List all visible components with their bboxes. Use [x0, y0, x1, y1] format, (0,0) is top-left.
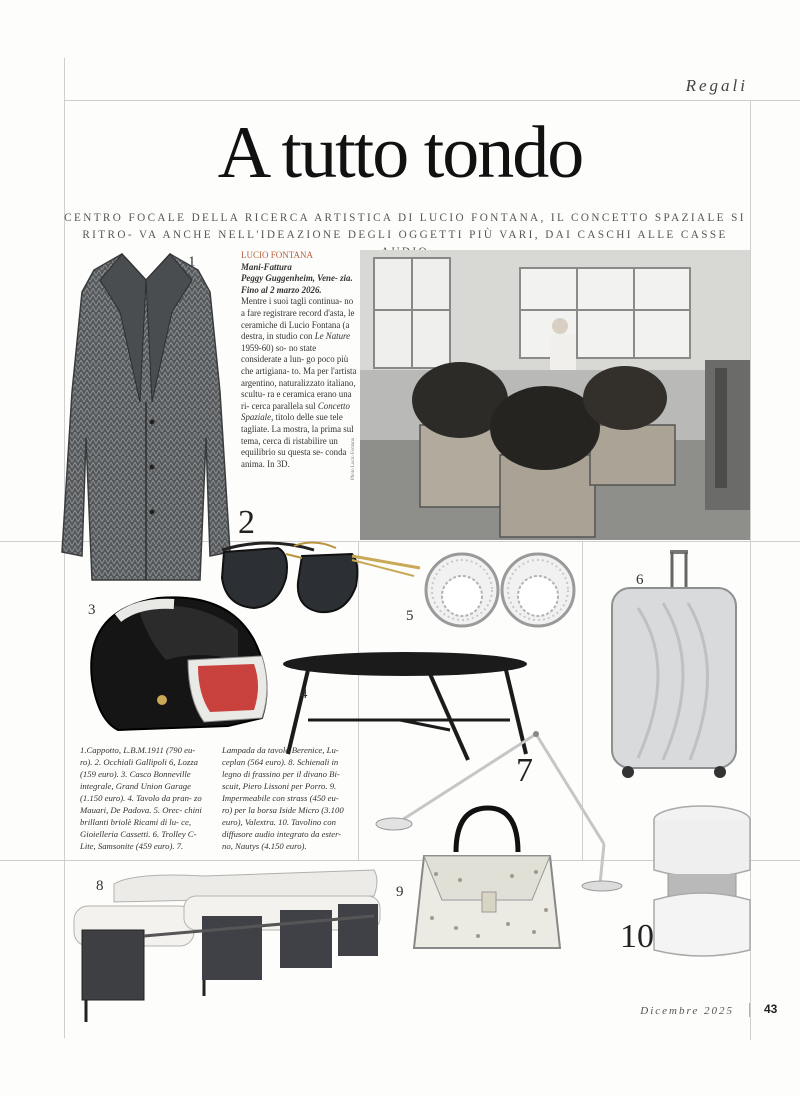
item-number-2: 2 — [238, 504, 255, 541]
speaker-table-image — [650, 800, 754, 960]
article-text — [241, 250, 357, 470]
earrings-image — [422, 544, 580, 640]
article-body — [241, 296, 357, 470]
article-body-part-1: Mentre i suoi tagli continua- no a fare registrare record d'asta, le ceramiche di Lucio Fontana (a destra, in studio con — [241, 296, 355, 342]
article-body-italic-2: Concetto Spaziale — [241, 400, 350, 423]
caption-right: Lampada da tavolo Berenice, Lu- ceplan (564 euro). 8. Schienali in legno di frassino per il divano Bi- scuit, Piero Lissoni per Porro. 9. Impermeabile con strass (450 eu- ro) per la borsa Iside Micro (3.100 euro), Valextra. 10. Tavolino con diffusore audio integrato da ester- no, Nautys (4.150 euro). — [222, 745, 344, 851]
article-kicker: LUCIO FONTANA — [241, 250, 314, 260]
sofa-image — [74, 856, 384, 1026]
item-number-6: 6 — [636, 572, 644, 588]
coat-image — [60, 252, 232, 582]
caption-left: 1.Cappotto, L.B.M.1911 (790 eu- ro). 2. Occhiali Gallipoli 6, Lozza (159 euro). 3. Casco Bonneville integrale, Grand Union Garage (1.150 euro). 4. Tavolo da pran- zo Mauari, De Padova. 5. Orec- chini brillanti briolè Ricami di lu- ce, Gioielleria Cassetti. 6. Trolley C-Lite, Samsonite (459 euro). 7. — [80, 745, 202, 851]
helmet-image — [78, 590, 274, 740]
article-body-part-2: 1959-60) so- no state considerate a lun- go poco più che artigiana- to. Ma per l'artista argentino, naturalizzato italiano, scultu- ra e ceramica erano una ri- cerca parallela sul — [241, 342, 357, 411]
page-title: A tutto tondo — [217, 112, 583, 194]
item-number-10: 10 — [620, 918, 654, 955]
page-subtitle: CENTRO FOCALE DELLA RICERCA ARTISTICA DI LUCIO FONTANA, IL CONCETTO SPAZIALE SI RITRO- VA ANCHE NELL'IDEAZIONE DEGLI OGGETTI PIÙ VARI, DAI CASCHI ALLE CASSE — [64, 212, 746, 241]
article-body-part-3: , titolo delle sue tele tagliate. La mostra, la prima sul tema, cerca di ristabilire un equilibrio su questa se- conda anima. In 3D. — [241, 412, 354, 469]
item-number-4: 4 — [300, 686, 308, 702]
article-heading: Mani-Fattura — [241, 261, 292, 272]
item-number-9: 9 — [396, 884, 404, 900]
grid-line-top — [64, 100, 800, 101]
item-number-3: 3 — [88, 602, 96, 618]
photo-credit: Photo Lucio Fontana — [351, 438, 356, 480]
article-body-italic-1: Le Nature — [314, 331, 351, 342]
footer-month: Dicembre 2025 — [640, 1005, 734, 1017]
item-number-7: 7 — [516, 752, 533, 789]
studio-photo — [360, 250, 750, 540]
bag-image — [412, 800, 562, 952]
footer-divider — [749, 1003, 750, 1017]
section-label: Regali — [685, 76, 748, 95]
article-venue: Peggy Guggenheim, Vene- zia. Fino al 2 marzo 2026. — [241, 273, 353, 295]
item-number-1: 1 — [188, 254, 196, 270]
item-number-5: 5 — [406, 608, 414, 624]
page-number: 43 — [764, 1002, 778, 1016]
item-number-8: 8 — [96, 878, 104, 894]
